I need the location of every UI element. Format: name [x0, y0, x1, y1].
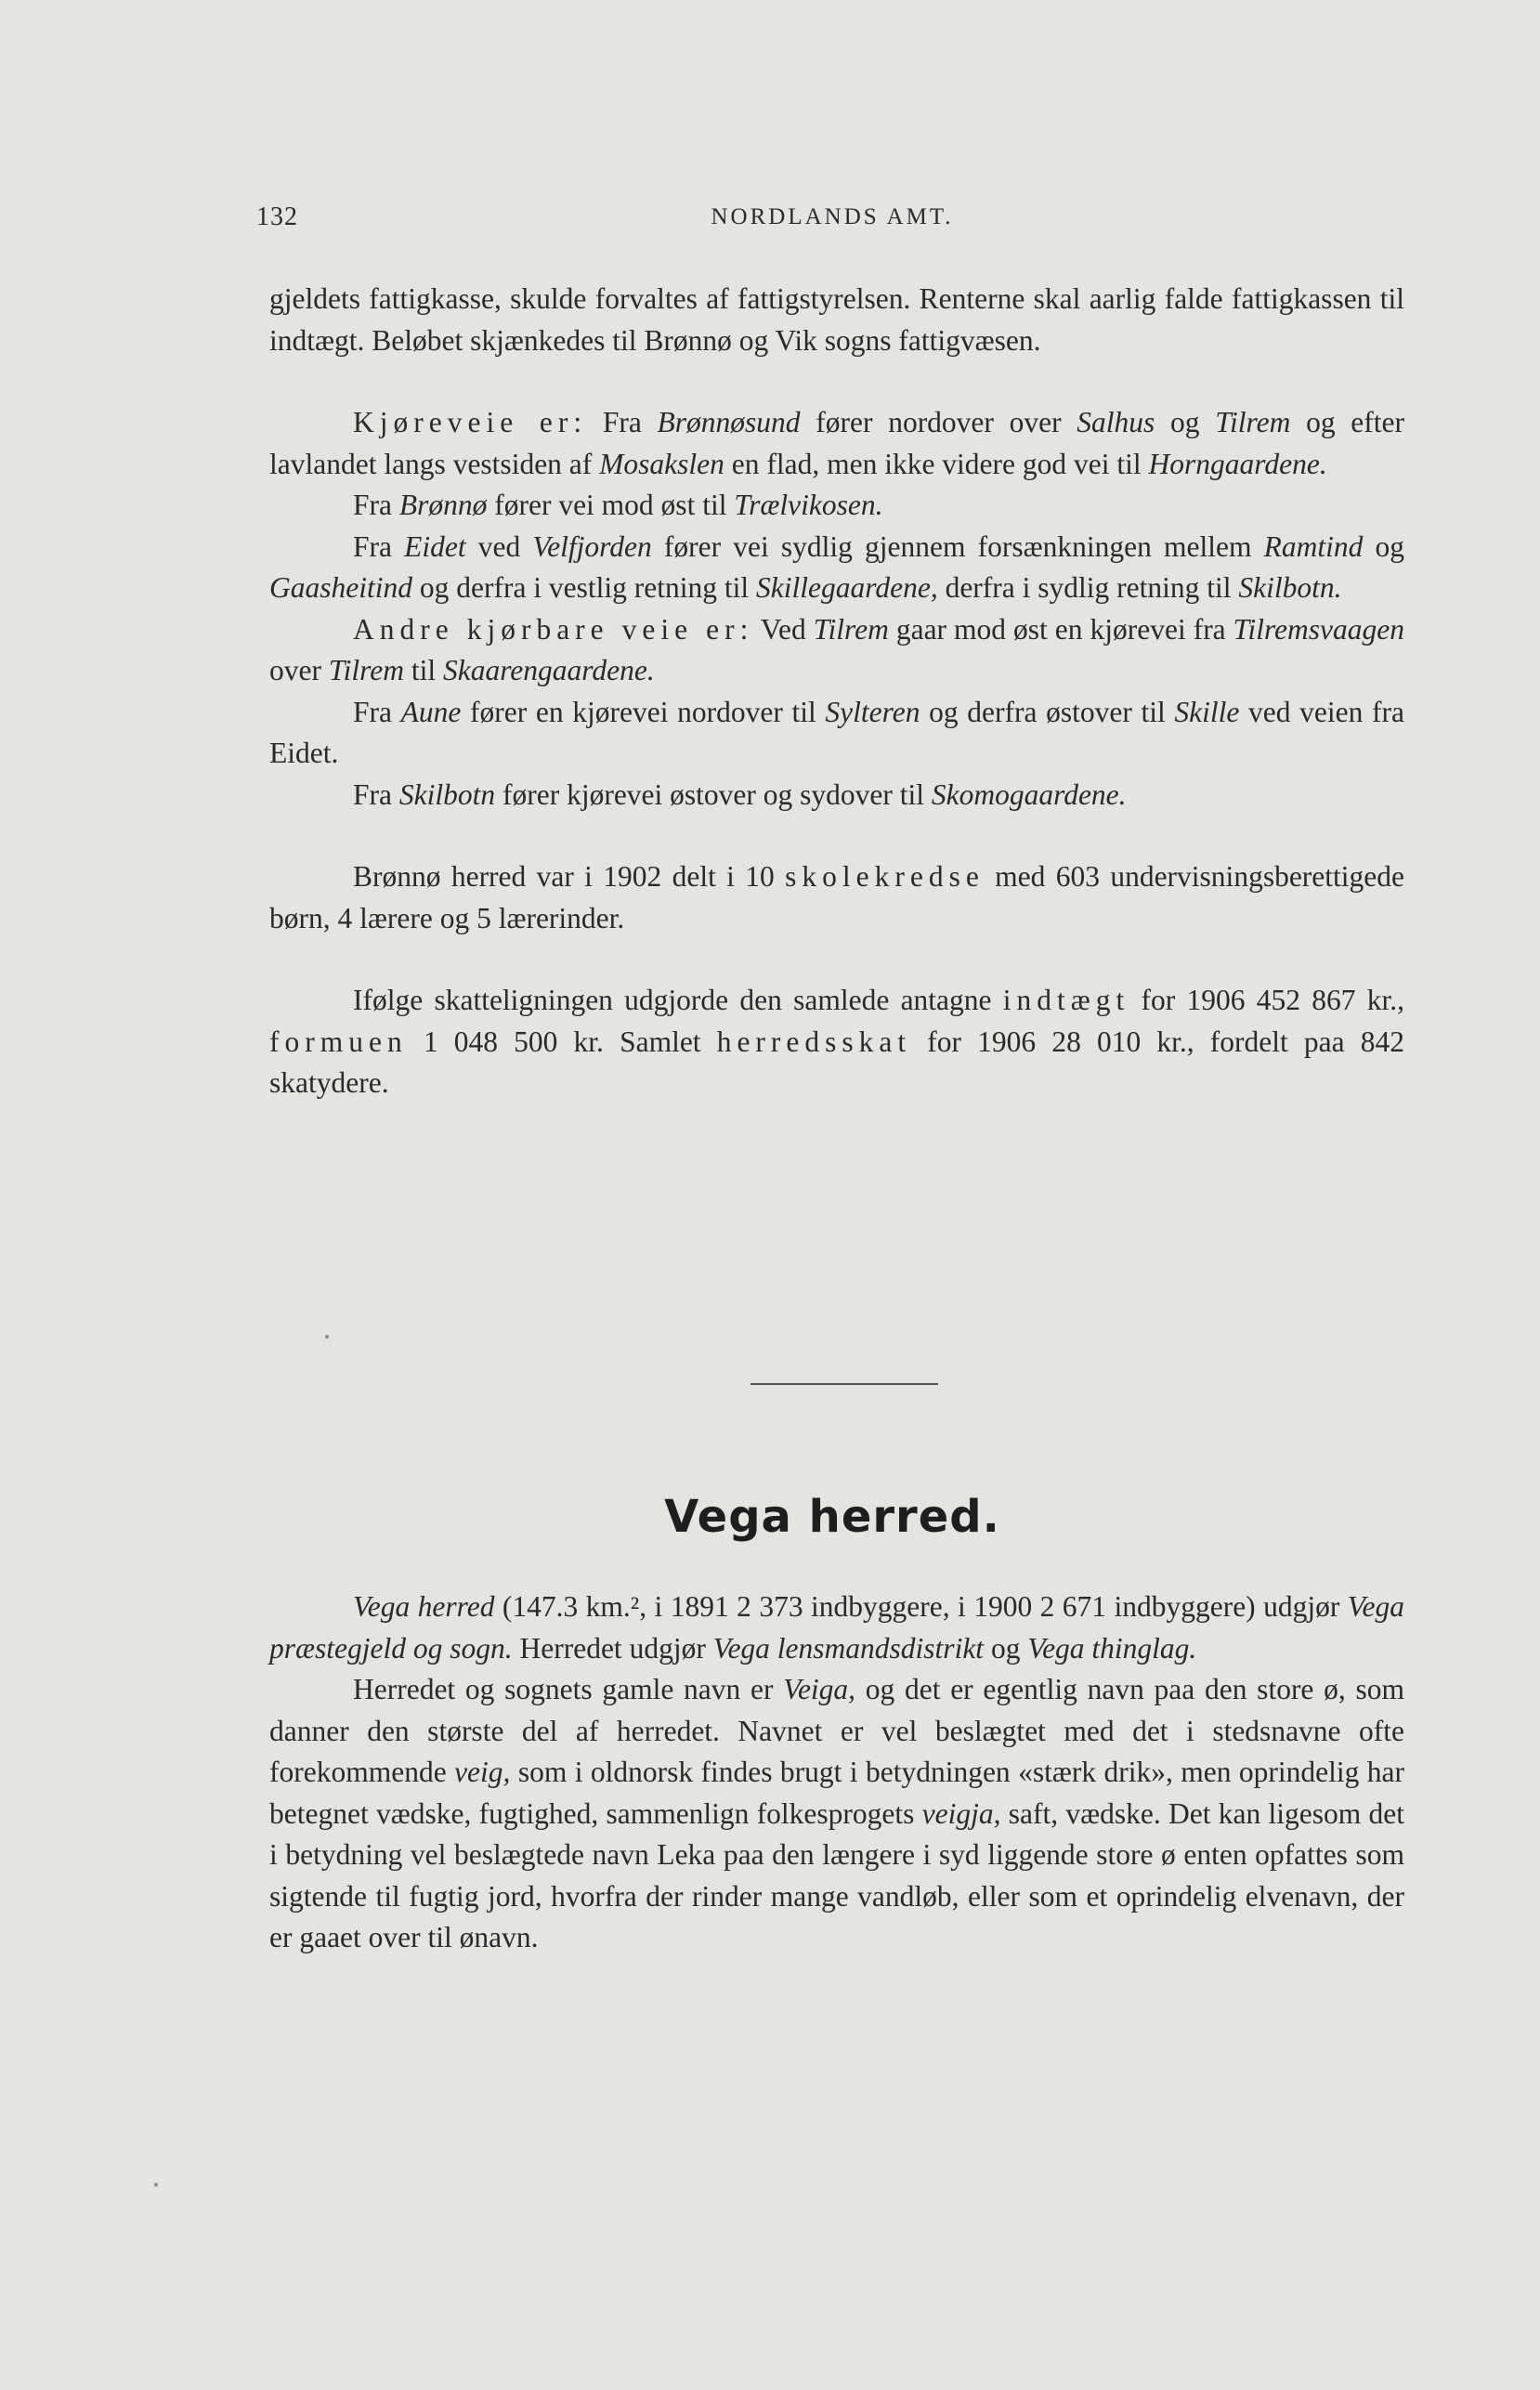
tax-paragraph: Ifølge skatteligningen udgjorde den samlede antagne indtægt for 1906 452 867 kr., formuen 1 048 500 kr. Samlet herredsskat for 1906 28 010 kr., fordelt paa 842 skatydere.	[269, 984, 1404, 1099]
intro-paragraph: gjeldets fattigkasse, skulde forvaltes af fattigstyrelsen. Renterne skal aarlig falde fattigkassen til indtægt. Beløbet skjænkedes til Brønnø og Vik sogns fattigvæsen.	[269, 282, 1404, 357]
roads-paragraph-3: Fra Eidet ved Velfjorden fører vei sydlig gjennem forsænkningen mellem Ramtind og Gaasheitind og derfra i vestlig retning til Skillegaardene, derfra i sydlig retning til Skilbotn.	[269, 529, 1405, 604]
place-name: Eidet	[404, 529, 466, 563]
roads-paragraph-2: Fra Brønnø fører vei mod øst til Trælvikosen.	[353, 489, 883, 521]
place-name: Vega præstegjeld og sogn.	[269, 1590, 1404, 1665]
roads-paragraph-1: Kjøreveie er: Fra Brønnøsund fører nordover over Salhus og Tilrem og efter lavlandet langs vestsiden af Mosakslen en flad, men ikke videre god vei til Horngaardene.	[269, 406, 1404, 480]
place-name: Vega herred	[353, 1590, 495, 1623]
place-name: Vega lensmandsdistrikt	[712, 1631, 985, 1665]
other-roads-paragraph-3: Fra Skilbotn fører kjørevei østover og sydover til Skomogaardene.	[353, 777, 1127, 811]
page-number: 132	[256, 202, 298, 231]
place-name: Tilremsvaagen	[1233, 612, 1404, 646]
place-name: Tilrem	[1215, 406, 1291, 438]
place-name: Ramtind	[1263, 529, 1364, 563]
vega-paragraph-2: Herredet og sognets gamle navn er Veiga, og det er egentlig navn paa den store ø, som danner den største del af herredet. Navnet er vel beslægtet med det i stedsnavne ofte forekommende veig, som i oldnorsk findes brugt i betydningen «stærk drik», men oprindelig har betegnet vædske, fugtighed, sammenlign folkesprogets veigja, saft, vædske. Det kan ligesom det i betydning vel beslægtede navn Leka paa den længere i syd liggende store ø enten opfattes som sigtende til fugtig jord, hvorfra der rinder mange vandløb, eller som et oprindelig elvenavn, der er gaaet over til ønavn.	[269, 1673, 1404, 1953]
place-name: Sylteren	[825, 695, 920, 728]
place-name: Tilrem	[328, 654, 404, 686]
section-divider	[750, 1383, 938, 1385]
other-roads-heading: Andre kjørbare veie er:	[353, 612, 754, 646]
place-name: Vega thinglag.	[1027, 1631, 1197, 1665]
place-name: Brønnøsund	[657, 406, 801, 438]
print-speck	[154, 2183, 158, 2187]
place-name: Skaarengaardene.	[442, 654, 655, 686]
other-roads-paragraph-2: Fra Aune fører en kjørevei nordover til Sylteren og derfra østover til Skille ved veien fra Eidet.	[269, 695, 1405, 769]
place-name: Mosakslen	[599, 447, 724, 480]
vega-text-block	[269, 1587, 1404, 1959]
place-name: Veiga,	[783, 1673, 856, 1705]
roads-heading: Kjøreveie er:	[353, 406, 588, 438]
schools-paragraph: Brønnø herred var i 1902 delt i 10 skolekredse med 603 undervisningsberettigede børn, 4 lærere og 5 lærerinder.	[269, 860, 1404, 934]
place-name: Skilbotn.	[1238, 571, 1342, 604]
place-name: Aune	[400, 695, 462, 728]
place-name: Skomogaardene.	[931, 777, 1127, 811]
running-head	[256, 202, 1408, 240]
place-name: Brønnø	[398, 489, 488, 521]
word-form: veig,	[454, 1756, 511, 1788]
place-name: Gaasheitind	[269, 571, 412, 604]
brnno-text-block	[269, 279, 1404, 1104]
place-name: Velfjorden	[532, 529, 652, 563]
place-name: Salhus	[1077, 406, 1155, 438]
running-title: NORDLANDS AMT.	[711, 204, 954, 229]
other-roads-paragraph-1: Andre kjørbare veie er: Ved Tilrem gaar mod øst en kjørevei fra Tilremsvaagen over Tilrem til Skaarengaardene.	[269, 612, 1404, 686]
place-name: Tilrem	[813, 612, 889, 646]
vega-paragraph-1: Vega herred (147.3 km.², i 1891 2 373 indbyggere, i 1900 2 671 indbyggere) udgjør Vega præstegjeld og sogn. Herredet udgjør Vega lensmandsdistrikt og Vega thinglag.	[269, 1590, 1404, 1665]
place-name: Trælvikosen.	[734, 489, 883, 521]
place-name: Skille	[1174, 695, 1240, 728]
print-speck	[325, 1335, 329, 1339]
section-title: Vega herred.	[664, 1491, 1000, 1543]
place-name: Skilbotn	[398, 777, 496, 811]
word-form: veigja,	[921, 1796, 1001, 1830]
place-name: Horngaardene.	[1148, 447, 1327, 480]
place-name: Skillegaardene,	[756, 571, 938, 604]
